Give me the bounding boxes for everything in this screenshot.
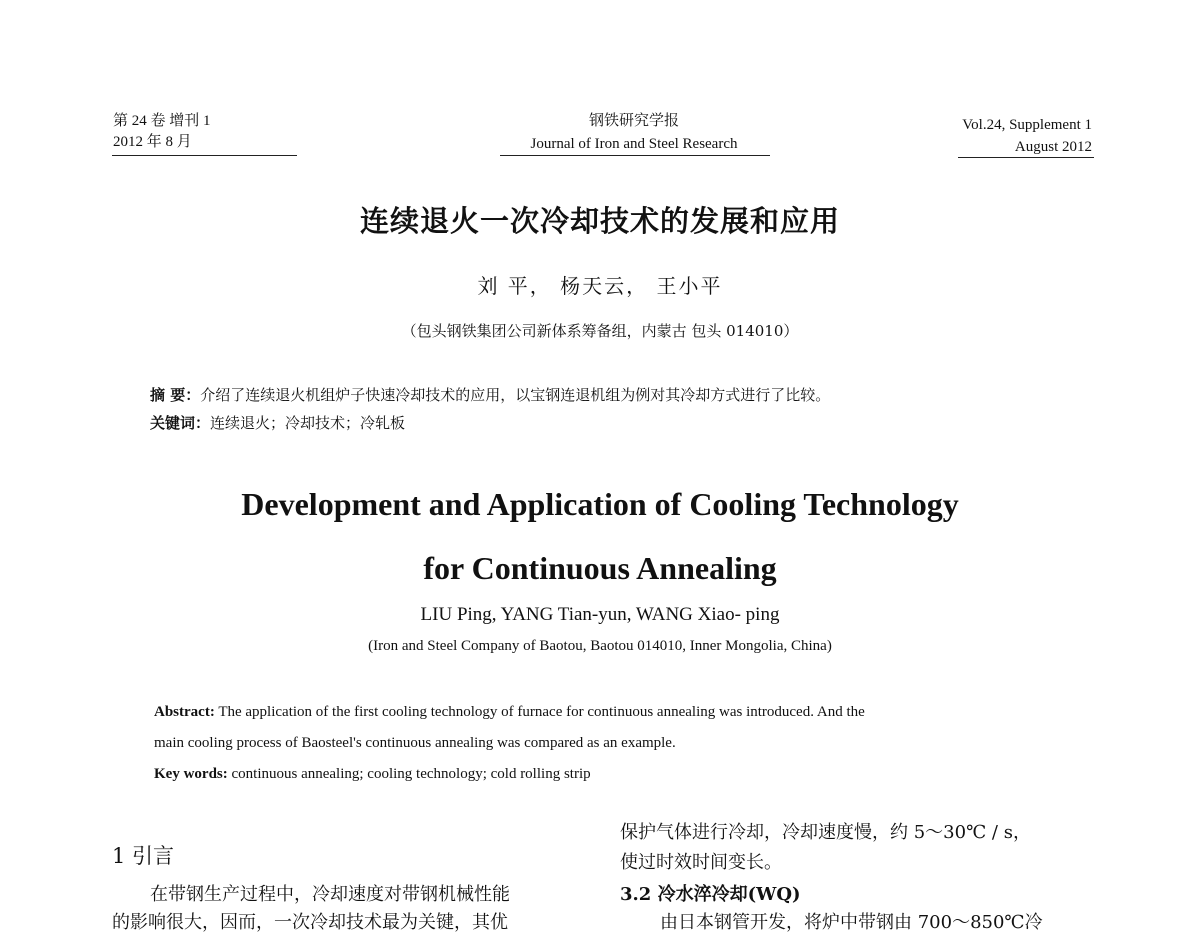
keywords-cn-label: 关键词： [150,414,211,432]
header-journal-en: Journal of Iron and Steel Research [530,136,738,152]
paper-title-en-line2: for Continuous Annealing [423,550,777,586]
keywords-cn [150,412,405,434]
abstract-cn [150,384,830,406]
header-center-rule [500,155,770,156]
body-right-line2: 使过时效时间变长。 [620,852,782,873]
body-left-line1: 在带钢生产过程中，冷却速度对带钢机械性能 [150,884,510,905]
affiliation-en: (Iron and Steel Company of Baotou, Baotou 014010, Inner Mongolia, China) [368,638,832,654]
header-volume: 第 24 卷 增刊 1 [113,113,211,129]
abstract-en-label: Abstract: [154,704,215,720]
abstract-en-line2: main cooling process of Baosteel's continuous annealing was compared as an example. [154,735,676,751]
abstract-cn-label: 摘 要： [150,386,201,404]
section-3-2-heading: 3.2 冷水淬冷却(WQ) [620,884,801,905]
keywords-en-label: Key words: [154,766,228,782]
header-journal-cn: 钢铁研究学报 [588,113,679,129]
header-date-en: August 2012 [1014,139,1092,155]
header-right-rule [958,157,1094,158]
paper-title-cn: 连续退火一次冷却技术的发展和应用 [359,204,840,238]
keywords-en-text: continuous annealing; cooling technology; cold rolling strip [231,766,591,782]
section-1-heading: 1 引言 [112,844,175,868]
keywords-cn-text: 连续退火；冷却技术；冷轧板 [210,414,406,432]
abstract-cn-text: 介绍了连续退火机组炉子快速冷却技术的应用，以宝钢连退机组为例对其冷却方式进行了比较。 [200,386,831,404]
header-date: 2012 年 8 月 [113,134,192,150]
header-left-rule [112,155,297,156]
authors-cn: 刘 平， 杨天云， 王小平 [477,274,723,298]
keywords-en [154,763,591,785]
affiliation-cn: （包头钢铁集团公司新体系筹备组，内蒙古 包头 014010） [401,322,799,340]
abstract-en-line1 [154,701,865,723]
body-right-line1: 保护气体进行冷却，冷却速度慢，约 5～30℃ / s， [620,822,1031,843]
header-volume-en: Vol.24, Supplement 1 [962,117,1092,133]
paper-title-en-line1: Development and Application of Cooling Technology [241,486,959,522]
abstract-en-text: The application of the first cooling technology of furnace for continuous annealing was introduced. And the [218,704,865,720]
body-right-line3: 由日本钢管开发，将炉中带钢由 700～850℃冷 [660,912,1043,933]
body-left-line2: 的影响很大，因而，一次冷却技术最为关键，其优 [112,912,508,933]
authors-en: LIU Ping, YANG Tian-yun, WANG Xiao- ping [420,604,780,625]
